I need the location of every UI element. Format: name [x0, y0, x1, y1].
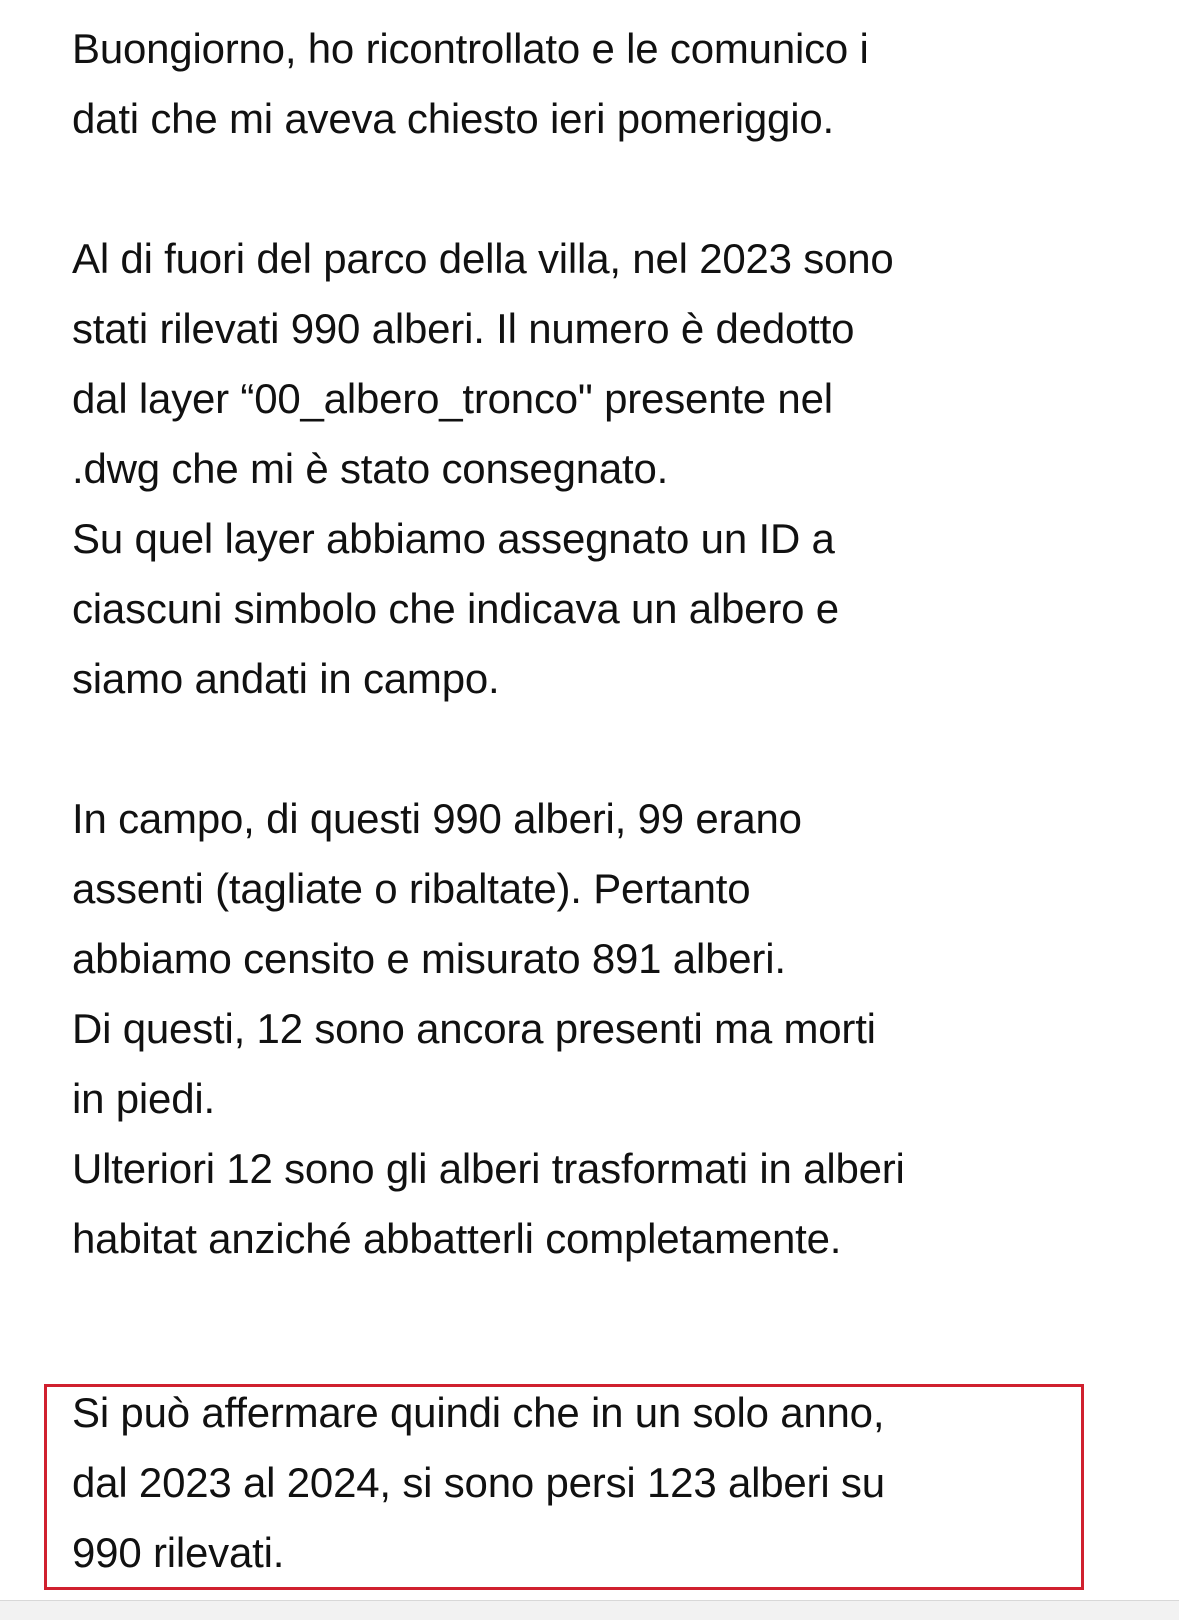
- text-line: .dwg che mi è stato consegnato.: [72, 445, 669, 492]
- text-line: assenti (tagliate o ribaltate). Pertanto: [72, 865, 751, 912]
- paragraph-conclusion: [72, 1378, 1122, 1588]
- text-line: dati che mi aveva chiesto ieri pomeriggio.: [72, 95, 834, 142]
- text-line: dal 2023 al 2024, si sono persi 123 alberi su: [72, 1459, 885, 1506]
- text-line: dal layer “00_albero_tronco" presente nel: [72, 375, 833, 422]
- text-line: Di questi, 12 sono ancora presenti ma morti: [72, 1005, 876, 1052]
- text-line: habitat anziché abbatterli completamente.: [72, 1215, 842, 1262]
- paragraph-gap: [72, 714, 1152, 784]
- text-line: Buongiorno, ho ricontrollato e le comunico i: [72, 25, 869, 72]
- text-line: Ulteriori 12 sono gli alberi trasformati in alberi: [72, 1145, 905, 1192]
- paragraph-gap: [72, 154, 1152, 224]
- text-line: In campo, di questi 990 alberi, 99 erano: [72, 795, 802, 842]
- text-line: Si può affermare quindi che in un solo anno,: [72, 1389, 885, 1436]
- text-line: abbiamo censito e misurato 891 alberi.: [72, 935, 786, 982]
- bottom-edge-bar: [0, 1600, 1179, 1620]
- message-body: [72, 14, 1152, 1274]
- text-line: stati rilevati 990 alberi. Il numero è dedotto: [72, 305, 855, 352]
- text-line: Al di fuori del parco della villa, nel 2023 sono: [72, 235, 894, 282]
- text-line: in piedi.: [72, 1075, 215, 1122]
- text-line: 990 rilevati.: [72, 1529, 285, 1576]
- paragraph-survey: [72, 224, 1152, 714]
- paragraph-field-results: [72, 784, 1152, 1274]
- paragraph-greeting: [72, 14, 1152, 154]
- text-line: Su quel layer abbiamo assegnato un ID a: [72, 515, 835, 562]
- text-line: siamo andati in campo.: [72, 655, 500, 702]
- text-line: ciascuni simbolo che indicava un albero e: [72, 585, 839, 632]
